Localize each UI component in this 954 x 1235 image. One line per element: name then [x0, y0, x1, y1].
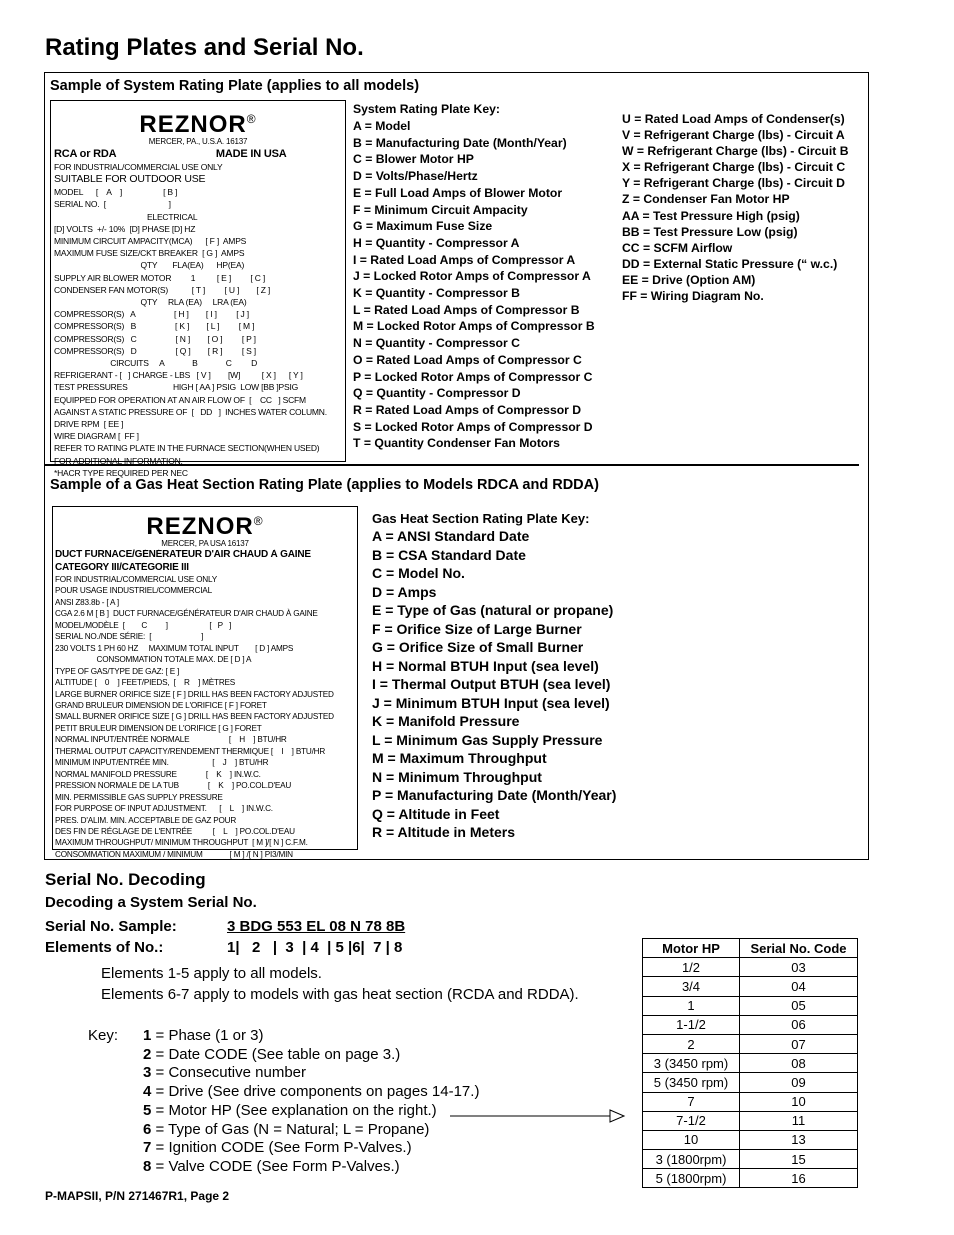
key-item: H = Normal BTUH Input (sea level)	[372, 657, 599, 674]
key-item: Q = Quantity - Compressor D	[353, 386, 521, 401]
serial-sample-label: Serial No. Sample:	[45, 918, 177, 935]
plate-line: PETIT BRULEUR DIMENSION DE L'ORIFICE [ G ] FORET	[55, 723, 262, 733]
plate-line: CGA 2.6 M [ B ] DUCT FURNACE/GÉNÉRATEUR D'AIR CHAUD À GAINE	[55, 609, 318, 619]
serial-code-cell: 16	[740, 1169, 858, 1188]
system-key-col2	[622, 111, 849, 304]
key-item: D = Volts/Phase/Hertz	[353, 169, 478, 184]
plate-line: ELECTRICAL	[54, 211, 198, 222]
plate-address: MERCER, PA., U.S.A. 16137	[148, 137, 248, 146]
key-item: D = Amps	[372, 583, 437, 600]
plate-title-2: CATEGORY III/CATÉGORIE III	[55, 561, 189, 573]
motor-hp-cell: 7-1/2	[643, 1111, 740, 1130]
arrow-icon	[450, 1106, 628, 1126]
plate-line: REFER TO RATING PLATE IN THE FURNACE SECTION(WHEN USED)	[54, 443, 320, 454]
serial-key-item	[143, 1064, 479, 1083]
plate-line: FOR ADDITIONAL INFORMATION.	[54, 455, 183, 466]
plate-line: WIRE DIAGRAM [ FF ]	[54, 431, 139, 442]
plate-line: NORMAL MANIFOLD PRESSURE [ K ] IN.W.C.	[55, 769, 261, 779]
plate-line: LARGE BURNER ORIFICE SIZE [ F ] DRILL HAS BEEN FACTORY ADJUSTED	[55, 689, 334, 699]
serial-key-item	[143, 1102, 479, 1121]
serial-key-item	[143, 1158, 479, 1177]
key-item: T = Quantity Condenser Fan Motors	[353, 436, 560, 451]
key-item: P = Manufacturing Date (Month/Year)	[372, 787, 617, 803]
key-item: W = Refrigerant Charge (lbs) - Circuit B	[622, 144, 849, 159]
key-item: Y = Refrigerant Charge (lbs) - Circuit D	[622, 176, 845, 191]
system-key-col1	[353, 118, 595, 452]
serial-code-cell: 06	[740, 1015, 858, 1034]
table-row	[643, 1092, 858, 1111]
serial-subheading: Decoding a System Serial No.	[45, 894, 257, 911]
motor-hp-cell: 5 (1800rpm)	[643, 1169, 740, 1188]
key-number: 3	[143, 1064, 152, 1082]
plate-line: POUR USAGE INDUSTRIEL/COMMERCIAL	[55, 586, 212, 596]
table-row	[643, 1073, 858, 1092]
key-item: Q = Altitude in Feet	[372, 805, 500, 822]
page-title: Rating Plates and Serial No.	[45, 34, 364, 61]
key-item: EE = Drive (Option AM)	[622, 272, 756, 287]
serial-code-cell: 07	[740, 1034, 858, 1053]
gas-key-title: Gas Heat Section Rating Plate Key:	[372, 511, 590, 526]
system-plate-heading: Sample of System Rating Plate (applies to all models)	[50, 78, 420, 94]
key-item: B = Manufacturing Date (Month/Year)	[353, 135, 567, 150]
plate-line: TYPE OF GAS/TYPE DE GAZ: [ E ]	[55, 666, 180, 676]
serial-key-item	[143, 1139, 479, 1158]
key-item: DD = External Static Pressure (“ w.c.)	[622, 256, 838, 271]
serial-code-cell: 13	[740, 1130, 858, 1149]
key-item: L = Minimum Gas Supply Pressure	[372, 731, 603, 748]
key-item: E = Full Load Amps of Blower Motor	[353, 185, 563, 200]
key-item: I = Thermal Output BTUH (sea level)	[372, 676, 611, 692]
table-row	[643, 958, 858, 977]
key-item: I = Rated Load Amps of Compressor A	[353, 252, 576, 267]
serial-key-item	[143, 1083, 479, 1102]
key-item: A = Model	[353, 119, 411, 133]
key-item: L = Rated Load Amps of Compressor B	[353, 302, 580, 317]
plate-line: COMPRESSOR(S) A [ H ] [ I ] [ J ]	[54, 309, 249, 320]
key-item: S = Locked Rotor Amps of Compressor D	[353, 419, 593, 434]
motor-hp-cell: 7	[643, 1092, 740, 1111]
column-header: Motor HP	[643, 939, 740, 958]
reznor-logo: REZNOR®	[139, 111, 257, 138]
key-item: A = ANSI Standard Date	[372, 528, 530, 544]
plate-lines	[55, 574, 357, 860]
key-description: = Date CODE (See table on page 3.)	[151, 1045, 401, 1063]
serial-sample-value: 3 BDG 553 EL 08 N 78 8B	[227, 918, 406, 935]
motor-hp-cell: 3 (3450 rpm)	[643, 1054, 740, 1073]
motor-hp-cell: 10	[643, 1130, 740, 1149]
plate-line: COMPRESSOR(S) C [ N ] [ O ] [ P ]	[54, 333, 256, 344]
motor-hp-cell: 1	[643, 996, 740, 1015]
key-number: 5	[143, 1101, 152, 1119]
elements-value: 1| 2 | 3 | 4 | 5 |6| 7 | 8	[227, 939, 403, 956]
plate-line: CONSOMMATION MAXIMUM / MINIMUM [ M ] /[ N ] PI3/MIN	[55, 849, 293, 859]
key-item: M = Locked Rotor Amps of Compressor B	[353, 319, 595, 334]
key-item: M = Maximum Throughput	[372, 750, 547, 766]
motor-hp-cell: 3/4	[643, 977, 740, 996]
plate-line: DRIVE RPM [ EE ]	[54, 419, 124, 430]
table-row	[643, 1015, 858, 1034]
system-rating-plate	[50, 100, 346, 478]
key-description: = Consecutive number	[151, 1064, 307, 1082]
elements-note-2: Elements 6-7 apply to models with gas heat section (RCDA and RDDA).	[101, 986, 579, 1003]
key-description: = Motor HP (See explanation on the right.)	[151, 1101, 437, 1119]
key-item: AA = Test Pressure High (psig)	[622, 208, 800, 223]
plate-line: THERMAL OUTPUT CAPACITY/RENDEMENT THERMIQUE [ I ] BTU/HR	[55, 746, 326, 756]
key-item: Z = Condenser Fan Motor HP	[622, 192, 790, 207]
serial-key-label: Key:	[88, 1027, 119, 1044]
motor-hp-cell: 2	[643, 1034, 740, 1053]
plate-line: EQUIPPED FOR OPERATION AT AN AIR FLOW OF [ CC ] SCFM	[54, 394, 306, 405]
key-description: = Valve CODE (See Form P-Valves.)	[151, 1157, 400, 1175]
plate-address: MERCER, PA USA 16137	[161, 539, 249, 548]
plate-line: CONSOMMATION TOTALE MAX. DE [ D ] A	[55, 655, 252, 665]
motor-hp-cell: 1/2	[643, 958, 740, 977]
key-item: U = Rated Load Amps of Condenser(s)	[622, 112, 845, 126]
plate-line: AGAINST A STATIC PRESSURE OF [ DD ] INCHES WATER COLUMN.	[54, 406, 327, 417]
plate-line: CONDENSER FAN MOTOR(S) [ T ] [ U ] [ Z ]	[54, 284, 271, 295]
elements-label: Elements of No.:	[45, 939, 164, 956]
table-row	[643, 1130, 858, 1149]
plate-line: RCA or RDA MADE IN USA	[54, 148, 287, 160]
serial-heading: Serial No. Decoding	[45, 870, 206, 889]
serial-code-cell: 09	[740, 1073, 858, 1092]
key-number: 4	[143, 1083, 152, 1101]
key-number: 7	[143, 1139, 152, 1157]
serial-key-list	[143, 1027, 479, 1177]
table-row	[643, 1111, 858, 1130]
key-item: F = Minimum Circuit Ampacity	[353, 202, 528, 217]
key-description: = Type of Gas (N = Natural; L = Propane)	[151, 1120, 430, 1138]
key-item: R = Rated Load Amps of Compressor D	[353, 402, 582, 417]
key-item: B = CSA Standard Date	[372, 546, 526, 563]
plate-title-1: DUCT FURNACE/GÉNÉRATEUR D'AIR CHAUD À GAINE	[55, 549, 311, 560]
plate-line: PRES. D'ALIM. MIN. ACCEPTABLE DE GAZ POUR	[55, 815, 237, 825]
motor-hp-table	[642, 938, 858, 1188]
serial-code-cell: 04	[740, 977, 858, 996]
serial-code-cell: 10	[740, 1092, 858, 1111]
plate-line: MINIMUM INPUT/ENTRÉE MIN. [ J ] BTU/HR	[55, 758, 269, 768]
key-description: = Phase (1 or 3)	[151, 1027, 264, 1044]
key-item: BB = Test Pressure Low (psig)	[622, 224, 798, 239]
table-row	[643, 1150, 858, 1169]
key-item: H = Quantity - Compressor A	[353, 235, 520, 250]
plate-line: REFRIGERANT - [ ] CHARGE - LBS [ V ] [W] [ X ] [ Y ]	[54, 370, 303, 381]
plate-line: DES FIN DE RÉGLAGE DE L'ENTRÉE [ L ] PO.COL.D'EAU	[55, 826, 295, 836]
serial-code-cell: 15	[740, 1150, 858, 1169]
page-footer: P-MAPSII, P/N 271467R1, Page 2	[45, 1189, 230, 1203]
table-row	[643, 977, 858, 996]
key-number: 6	[143, 1120, 152, 1138]
plate-line: SERIAL NO. [ ]	[54, 199, 171, 210]
serial-key-item	[143, 1121, 479, 1140]
key-number: 8	[143, 1157, 152, 1175]
serial-code-cell: 08	[740, 1054, 858, 1073]
plate-line: QTY FLA(EA) HP(EA)	[54, 260, 245, 271]
reznor-logo: REZNOR®	[146, 513, 264, 540]
plate-line: [D] VOLTS +/- 10% [D] PHASE [D] HZ	[54, 223, 196, 234]
plate-line: MODEL/MODÈLE [ C ] [ P ]	[55, 620, 232, 630]
column-header: Serial No. Code	[740, 939, 858, 958]
key-item: N = Minimum Throughput	[372, 768, 542, 785]
key-item: F = Orifice Size of Large Burner	[372, 620, 582, 637]
key-item: CC = SCFM Airflow	[622, 240, 733, 255]
table-row	[643, 1034, 858, 1053]
plate-line: TEST PRESSURES HIGH [ AA ] PSIG LOW [BB ]PSIG	[54, 382, 299, 393]
table-row	[643, 1054, 858, 1073]
serial-code-cell: 05	[740, 996, 858, 1015]
motor-hp-cell: 5 (3450 rpm)	[643, 1073, 740, 1092]
plate-lines	[51, 147, 345, 479]
key-item: C = Blower Motor HP	[353, 152, 474, 167]
key-item: E = Type of Gas (natural or propane)	[372, 602, 614, 618]
key-item: O = Rated Load Amps of Compressor C	[353, 352, 582, 367]
serial-code-cell: 11	[740, 1111, 858, 1130]
plate-line: MIN. PERMISSIBLE GAS SUPPLY PRESSURE	[55, 792, 223, 802]
motor-hp-cell: 3 (1800rpm)	[643, 1150, 740, 1169]
plate-line: SMALL BURNER ORIFICE SIZE [ G ] DRILL HAS BEEN FACTORY ADJUSTED	[55, 712, 334, 722]
table-row	[643, 996, 858, 1015]
plate-line: FOR INDUSTRIAL/COMMERCIAL USE ONLY	[55, 575, 217, 584]
serial-key-item	[143, 1046, 479, 1065]
key-description: = Ignition CODE (See Form P-Valves.)	[151, 1139, 412, 1157]
plate-line: PRESSION NORMALE DE LA TUB [ K ] PO.COL.D'EAU	[55, 781, 292, 791]
plate-line: COMPRESSOR(S) D [ Q ] [ R ] [ S ]	[54, 345, 256, 356]
key-description: = Drive (See drive components on pages 14-17.)	[151, 1083, 480, 1101]
serial-key-item	[143, 1027, 479, 1046]
plate-line: FOR INDUSTRIAL/COMMERCIAL USE ONLY	[54, 162, 223, 172]
elements-note-1: Elements 1-5 apply to all models.	[101, 965, 322, 982]
plate-line: ALTITUDE [ 0 ] FEET/PIEDS, [ R ] MÈTRES	[55, 678, 236, 688]
motor-hp-cell: 1-1/2	[643, 1015, 740, 1034]
key-item: J = Minimum BTUH Input (sea level)	[372, 694, 610, 711]
plate-line: SERIAL NO./NDE SÉRIE: [ ]	[55, 632, 204, 642]
table-header-row	[643, 939, 858, 958]
key-item: G = Orifice Size of Small Burner	[372, 639, 584, 655]
table-row	[643, 1169, 858, 1188]
plate-line: ANSI Z83.8b - [ A ]	[55, 597, 120, 607]
key-item: X = Refrigerant Charge (lbs) - Circuit C	[622, 160, 846, 175]
serial-code-cell: 03	[740, 958, 858, 977]
gas-rating-plate	[52, 506, 358, 859]
key-item: P = Locked Rotor Amps of Compressor C	[353, 369, 593, 384]
plate-line: GRAND BRULEUR DIMENSION DE L'ORIFICE [ F ] FORET	[55, 700, 267, 710]
key-item: K = Quantity - Compressor B	[353, 286, 520, 301]
gas-plate-heading: Sample of a Gas Heat Section Rating Plate (applies to Models RDCA and RDDA)	[50, 477, 599, 493]
system-key-title: System Rating Plate Key:	[353, 102, 500, 116]
key-item: G = Maximum Fuse Size	[353, 219, 493, 234]
plate-line: CIRCUITS A B C D	[54, 358, 258, 369]
plate-line: MINIMUM CIRCUIT AMPACITY(MCA) [ F ] AMPS	[54, 236, 247, 247]
key-item: K = Manifold Pressure	[372, 713, 520, 729]
plate-line: SUPPLY AIR BLOWER MOTOR 1 [ E ] [ C ]	[54, 272, 266, 283]
plate-line: MAXIMUM FUSE SIZE/CKT BREAKER [ G ] AMPS	[54, 248, 245, 259]
plate-line: MODEL [ A ] [ B ]	[54, 187, 178, 198]
plate-line: *HACR TYPE REQUIRED PER NEC	[54, 467, 188, 478]
plate-line: 230 VOLTS 1 PH 60 HZ MAXIMUM TOTAL INPUT [ D ] AMPS	[55, 643, 294, 653]
gas-key-list	[372, 527, 616, 842]
key-number: 1	[143, 1027, 152, 1044]
key-item: FF = Wiring Diagram No.	[622, 289, 764, 304]
plate-line: MAXIMUM THROUGHPUT/ MINIMUM THROUGHPUT [ M ]/[ N ] C.F.M.	[55, 838, 308, 848]
plate-line: COMPRESSOR(S) B [ K ] [ L ] [ M ]	[54, 321, 255, 332]
key-item: N = Quantity - Compressor C	[353, 336, 520, 351]
plate-line: NORMAL INPUT/ENTRÉE NORMALE [ H ] BTU/HR	[55, 735, 287, 745]
key-number: 2	[143, 1045, 152, 1063]
key-item: C = Model No.	[372, 565, 465, 581]
plate-line: SUITABLE FOR OUTDOOR USE	[54, 173, 206, 186]
plate-line: FOR PURPOSE OF INPUT ADJUSTMENT. [ L ] IN.W.C.	[55, 804, 273, 814]
plate-line: QTY RLA (EA) LRA (EA)	[54, 297, 247, 308]
key-item: V = Refrigerant Charge (lbs) - Circuit A	[622, 128, 845, 143]
key-item: J = Locked Rotor Amps of Compressor A	[353, 269, 591, 284]
key-item: R = Altitude in Meters	[372, 824, 516, 840]
